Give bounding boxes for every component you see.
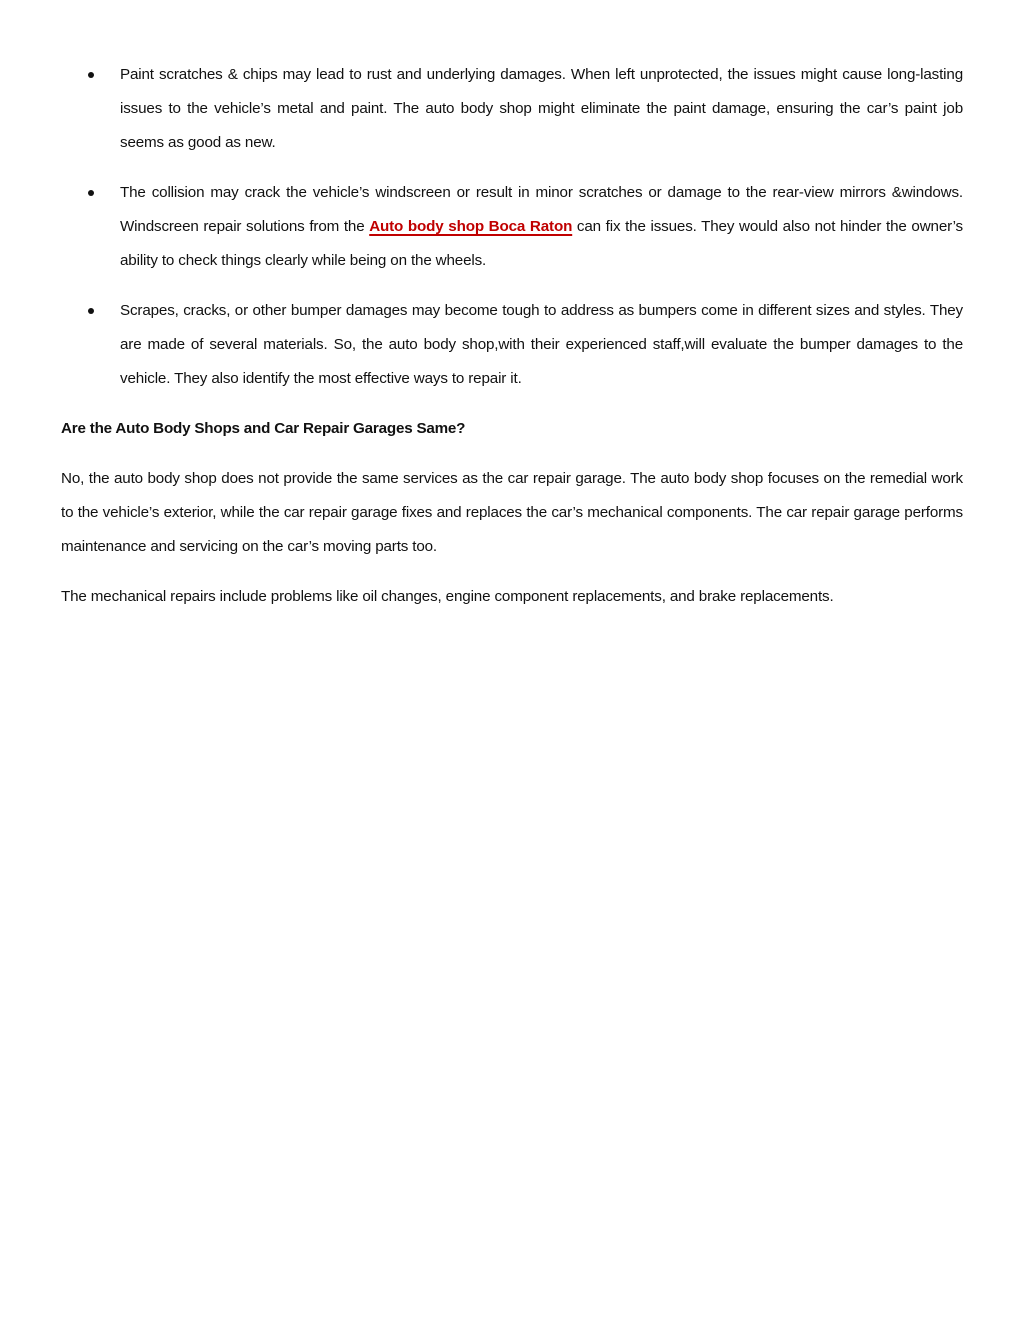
bullet-text-after-link: can fix the issues. They would also not hinder the owner’s ability to check things clearly while being on the wheels.	[120, 218, 963, 269]
bullet-item-windscreen	[61, 176, 963, 278]
document-page	[61, 58, 963, 630]
paragraph-mechanical-repairs: The mechanical repairs include problems like oil changes, engine component replacements, and brake replacements.	[61, 588, 834, 605]
bullet-item-bumper	[61, 294, 963, 396]
bullet-text: Scrapes, cracks, or other bumper damages may become tough to address as bumpers come in different sizes and styles. They are made of several materials. So, the auto body shop,with their experienced staff,will evaluate the bumper damages to the vehicle. They also identify the most effective ways to repair it.	[120, 302, 963, 387]
bullet-icon	[88, 190, 94, 196]
paragraph-comparison: No, the auto body shop does not provide the same services as the car repair garage. The auto body shop focuses on the remedial work to the vehicle’s exterior, while the car repair garage fixes and replaces the car’s mechanical components. The car repair garage performs maintenance and servicing on the car’s moving parts too.	[61, 470, 963, 555]
section-heading: Are the Auto Body Shops and Car Repair Garages Same?	[61, 420, 466, 437]
bullet-icon	[88, 72, 94, 78]
bullet-text: Paint scratches & chips may lead to rust and underlying damages. When left unprotected, the issues might cause long-lasting issues to the vehicle’s metal and paint. The auto body shop might eliminate the paint damage, ensuring the car’s paint job seems as good as new.	[120, 66, 963, 151]
bullet-text-before-link: The collision may crack the vehicle’s windscreen or result in minor scratches or damage to the rear-view mirrors &windows. Windscreen repair solutions from the	[120, 184, 963, 235]
bullet-icon	[88, 308, 94, 314]
bullet-list	[61, 58, 963, 396]
auto-body-shop-boca-raton-link[interactable]: Auto body shop Boca Raton	[369, 218, 573, 235]
bullet-item-paint-scratches	[61, 58, 963, 160]
